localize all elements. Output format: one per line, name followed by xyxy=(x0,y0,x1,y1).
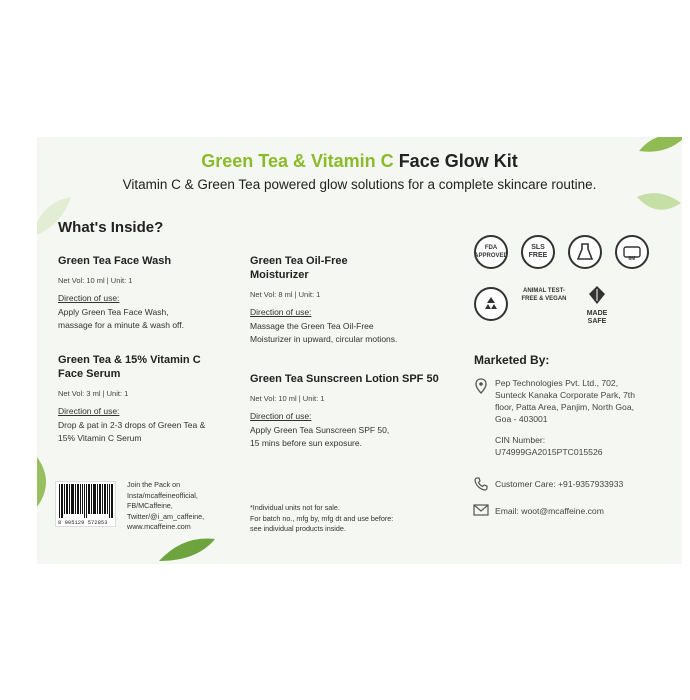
email-address: Email: woot@mcaffeine.com xyxy=(495,506,604,516)
phone-icon xyxy=(474,477,488,491)
marketed-by-heading: Marketed By: xyxy=(474,353,550,367)
leaf-bottom-left-icon xyxy=(157,535,217,563)
product-netvol: Net Vol: 3 ml | Unit: 1 xyxy=(58,389,129,398)
barcode xyxy=(55,481,116,527)
kit-title xyxy=(37,151,682,172)
barcode-icon xyxy=(57,484,116,520)
leaf-right-edge-icon xyxy=(635,189,682,217)
direction-heading: Direction of use: xyxy=(58,293,120,303)
direction-heading: Direction of use: xyxy=(250,411,312,421)
customer-care: Customer Care: +91-9357933933 xyxy=(495,479,624,489)
made-safe-icon xyxy=(577,285,617,325)
product-box-back xyxy=(37,137,682,564)
product-netvol: Net Vol: 10 ml | Unit: 1 xyxy=(250,394,325,403)
social-line: www.mcaffeine.com xyxy=(127,522,191,531)
leaf-left-edge-icon xyxy=(37,457,55,507)
email-icon xyxy=(473,504,489,516)
disclaimer-line: *Individual units not for sale. xyxy=(250,503,340,512)
direction-line: massage for a minute & wash off. xyxy=(58,319,184,330)
direction-line: 15 mins before sun exposure. xyxy=(250,437,362,448)
disclaimer-line: For batch no., mfg by, mfg dt and use before: xyxy=(250,513,394,523)
product-name-line: Green Tea & 15% Vitamin C xyxy=(58,354,201,366)
product-netvol: Net Vol: 8 ml | Unit: 1 xyxy=(250,290,321,299)
whats-inside-heading: What's Inside? xyxy=(58,219,164,236)
badge-label: MADE SAFE xyxy=(586,310,608,325)
direction-line: Massage the Green Tea Oil-Free xyxy=(250,321,374,331)
kit-title-dark: Face Glow Kit xyxy=(398,151,518,171)
direction-line: Moisturizer in upward, circular motions. xyxy=(250,333,398,344)
address-line: floor, Patta Area, Panjim, North Goa, xyxy=(495,402,635,412)
vegan-icon xyxy=(521,287,567,323)
address-line: Goa - 403001 xyxy=(495,414,548,424)
sls-free-icon xyxy=(521,235,555,269)
address-line: Pep Technologies Pvt. Ltd., 702, xyxy=(495,378,619,388)
cin-label: CIN Number: xyxy=(495,435,546,445)
product-name: Green Tea Sunscreen Lotion SPF 50 xyxy=(250,373,439,385)
social-line: Join the Pack on xyxy=(127,480,181,489)
product-face-serum xyxy=(58,353,258,444)
badge-label: 6M xyxy=(628,256,636,262)
social-line: Twitter/@i_am_caffeine, xyxy=(127,511,205,521)
social-line: Insta/mcaffeineofficial, xyxy=(127,490,198,500)
company-address xyxy=(495,377,680,425)
direction-line: Apply Green Tea Face Wash, xyxy=(58,307,169,317)
fda-badge-icon xyxy=(474,235,508,269)
product-sunscreen xyxy=(250,372,470,449)
product-moisturizer xyxy=(250,254,450,345)
direction-line: Apply Green Tea Sunscreen SPF 50, xyxy=(250,425,390,435)
product-name: Green Tea Face Wash xyxy=(58,255,172,267)
product-face-wash xyxy=(58,254,258,331)
location-pin-icon xyxy=(475,378,487,394)
recycle-icon xyxy=(474,287,508,321)
direction-heading: Direction of use: xyxy=(250,307,312,317)
product-name-line: Face Serum xyxy=(58,368,121,380)
product-name-line: Green Tea Oil-Free xyxy=(250,255,348,267)
social-links xyxy=(127,480,204,533)
jar-6m-icon xyxy=(615,235,649,269)
disclaimer xyxy=(250,503,393,535)
address-line: Sunteck Kanaka Corporate Park, 7th xyxy=(495,390,635,400)
barcode-number: 8 905129 572853 xyxy=(58,519,108,526)
product-name-line: Moisturizer xyxy=(250,269,309,281)
disclaimer-line: see individual products inside. xyxy=(250,524,346,533)
lab-flask-icon xyxy=(568,235,602,269)
badge-label: FDA APPROVED xyxy=(474,245,508,259)
cin-value: U74999GA2015PTC015526 xyxy=(495,447,603,457)
social-line: FB/MCaffeine, xyxy=(127,501,173,510)
direction-heading: Direction of use: xyxy=(58,406,120,416)
direction-line: Drop & pat in 2-3 drops of Green Tea & xyxy=(58,420,206,430)
product-netvol: Net Vol: 10 ml | Unit: 1 xyxy=(58,276,133,285)
kit-title-green: Green Tea & Vitamin C xyxy=(201,151,399,171)
kit-subtitle: Vitamin C & Green Tea powered glow solutions for a complete skincare routine. xyxy=(122,177,597,192)
direction-line: 15% Vitamin C Serum xyxy=(58,432,142,443)
badge-label: SLS FREE xyxy=(528,244,548,259)
badge-label: ANIMAL TEST-FREE & VEGAN xyxy=(521,288,567,302)
